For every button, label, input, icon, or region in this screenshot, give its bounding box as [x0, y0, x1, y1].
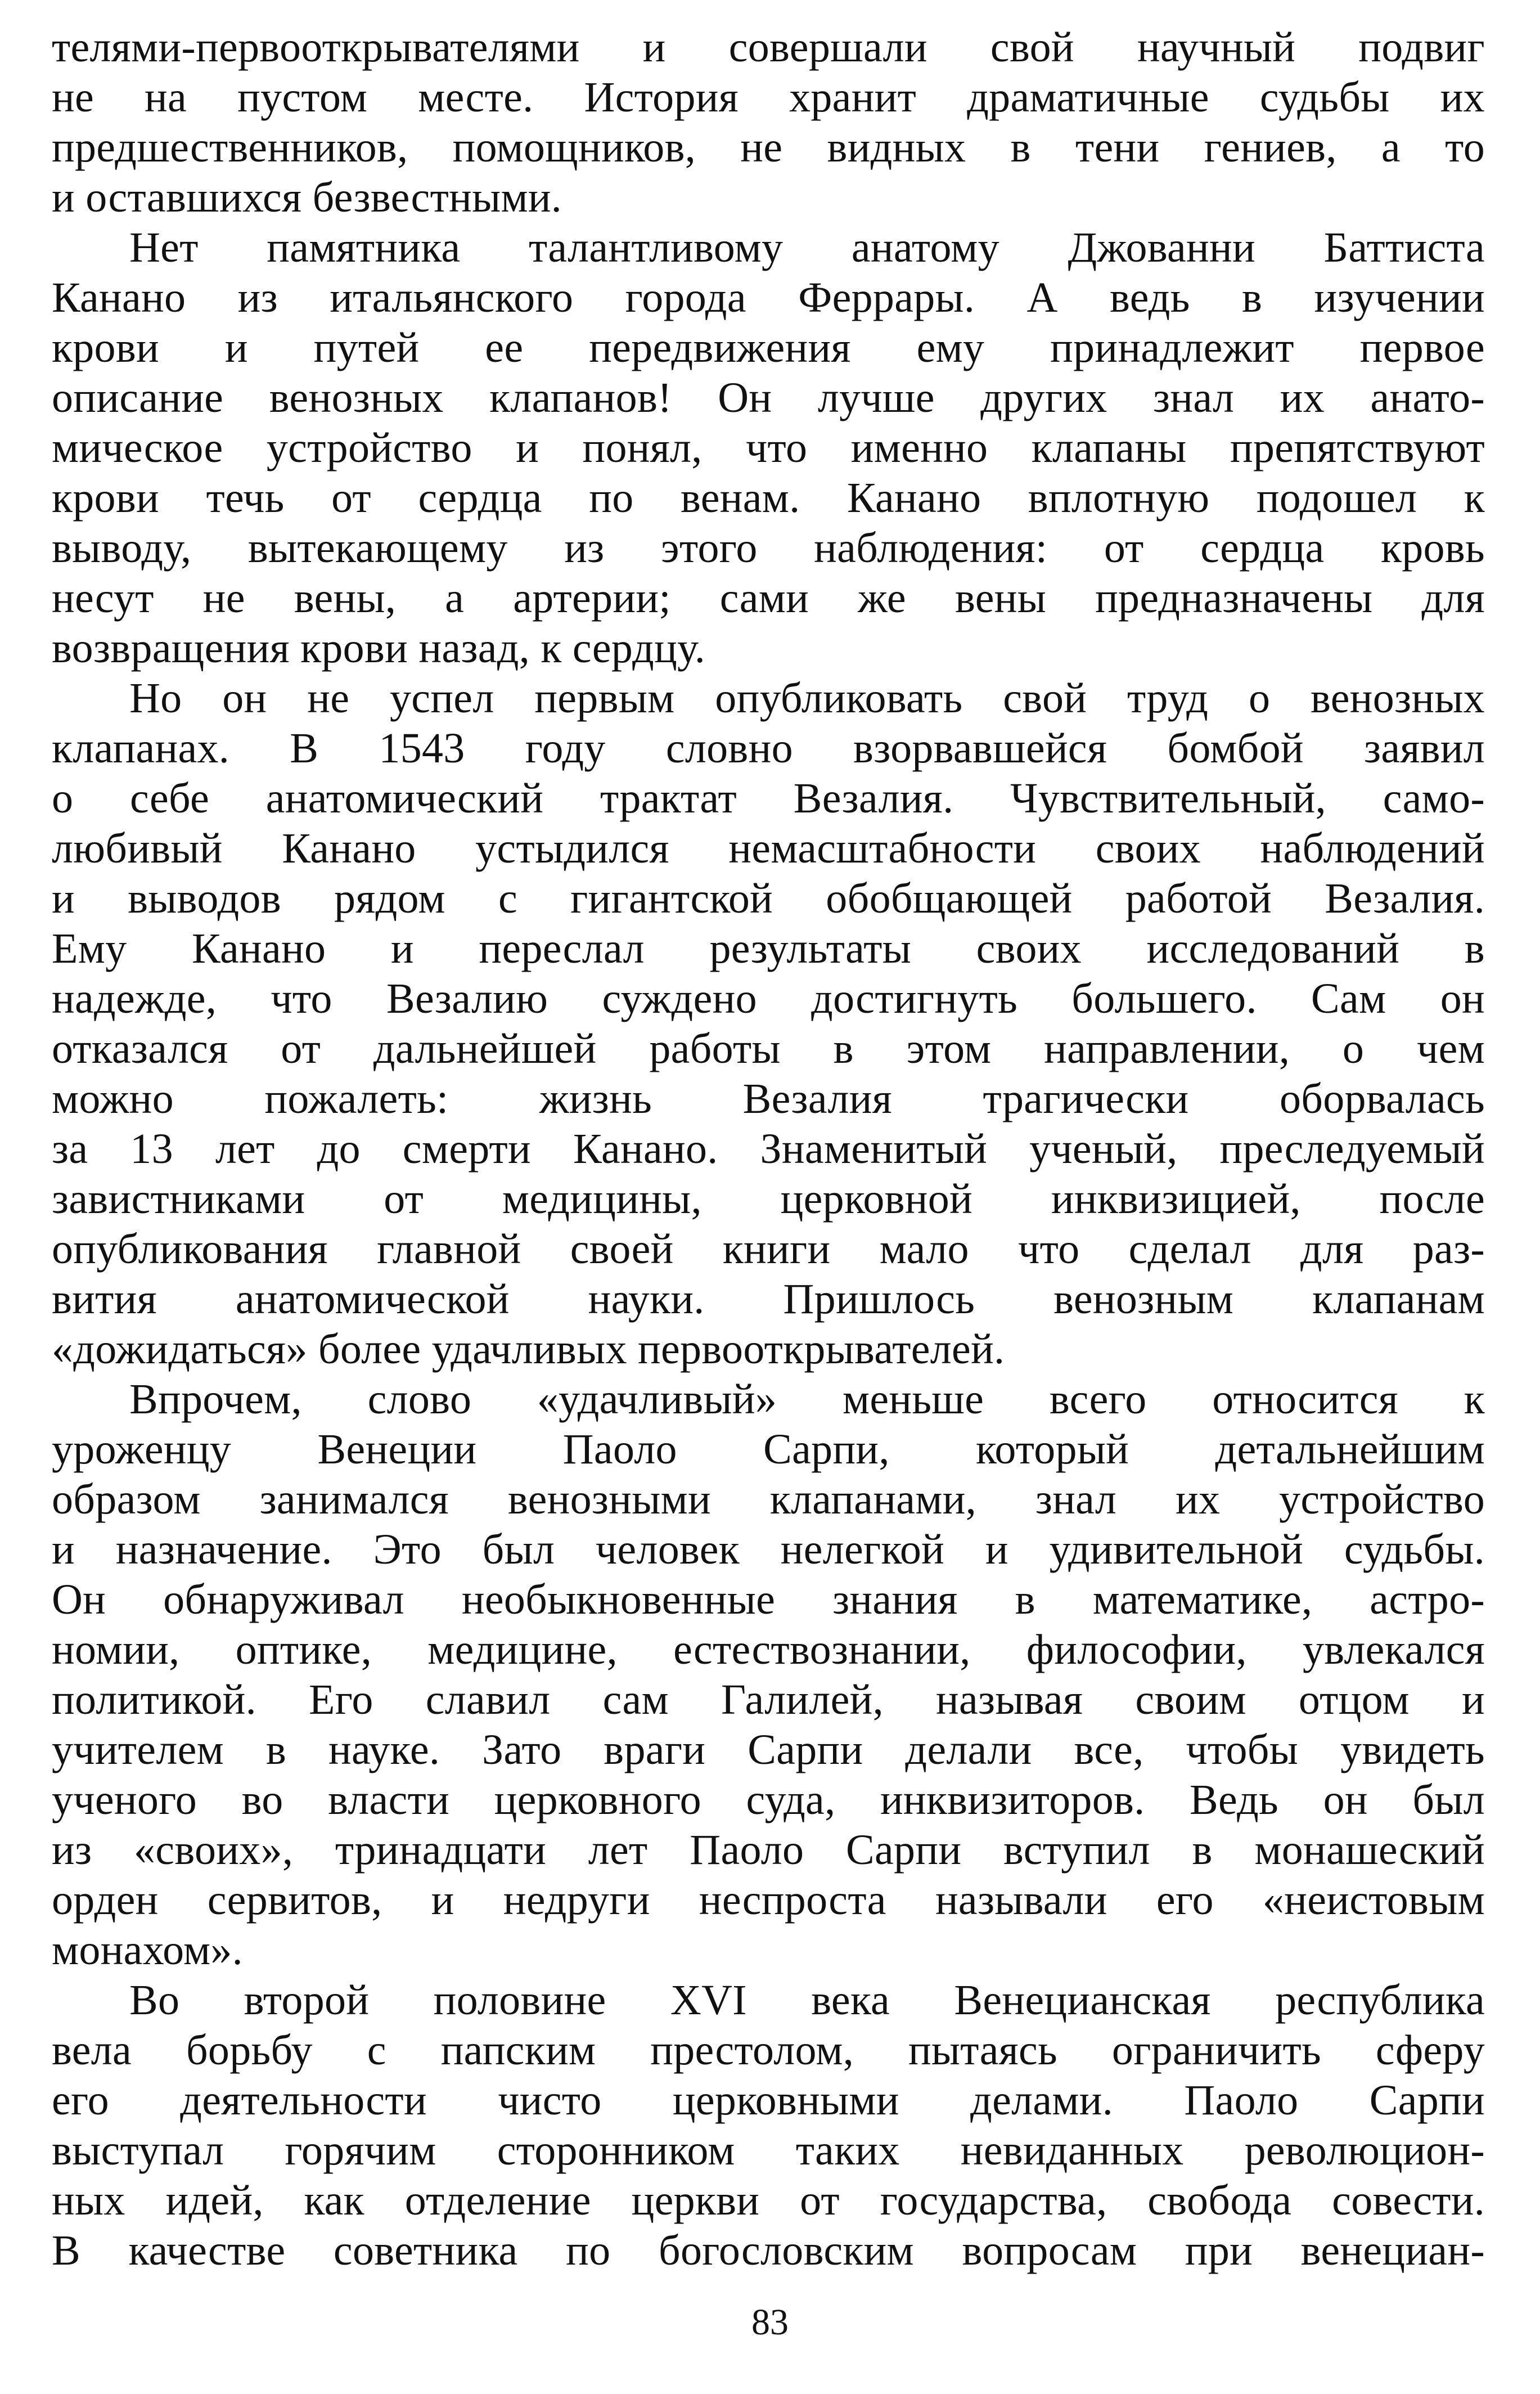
text-line: можно пожалеть: жизнь Везалия трагически оборвалась	[52, 1075, 1485, 1122]
text-line: ученого во власти церковного суда, инквизиторов. Ведь он был	[52, 1776, 1485, 1823]
text-line: клапанах. В 1543 году словно взорвавшейся бомбой заявил	[52, 725, 1485, 772]
text-line: выступал горячим сторонником таких невиданных революцион-	[52, 2127, 1485, 2174]
document-page	[52, 23, 1485, 2276]
text-line: учителем в науке. Зато враги Сарпи делали все, чтобы увидеть	[52, 1726, 1485, 1773]
text-line: Впрочем, слово «удачливый» меньше всего относится к	[129, 1376, 1485, 1423]
text-line: В качестве советника по богословским вопросам при венециан-	[52, 2227, 1485, 2274]
text-line: за 13 лет до смерти Канано. Знаменитый ученый, преследуемый	[52, 1125, 1485, 1173]
paragraph	[52, 1975, 1485, 2276]
text-line: и назначение. Это был человек нелегкой и удивительной судьбы.	[52, 1526, 1485, 1573]
text-line: «дожидаться» более удачливых первооткрывателей.	[52, 1326, 1005, 1373]
text-line: описание венозных клапанов! Он лучше других знал их анато-	[52, 374, 1485, 421]
text-line: любивый Канано устыдился немасштабности своих наблюдений	[52, 825, 1485, 872]
text-line: Ему Канано и переслал результаты своих исследований в	[52, 925, 1485, 972]
text-line: его деятельности чисто церковными делами. Паоло Сарпи	[52, 2077, 1485, 2124]
text-line: уроженцу Венеции Паоло Сарпи, который детальнейшим	[52, 1426, 1485, 1473]
text-line: возвращения крови назад, к сердцу.	[52, 625, 706, 672]
text-line: опубликования главной своей книги мало что сделал для раз-	[52, 1225, 1485, 1273]
text-line: о себе анатомический трактат Везалия. Чувствительный, само-	[52, 775, 1485, 822]
text-line: монахом».	[52, 1926, 243, 1974]
text-line: мическое устройство и понял, что именно клапаны препятствуют	[52, 424, 1485, 471]
text-line: вела борьбу с папским престолом, пытаясь ограничить сферу	[52, 2027, 1485, 2074]
text-line: выводу, вытекающему из этого наблюдения: от сердца кровь	[52, 524, 1485, 572]
paragraph	[52, 673, 1485, 1375]
text-line: номии, оптике, медицине, естествознании, философии, увлекался	[52, 1626, 1485, 1673]
paragraph	[52, 223, 1485, 673]
text-line: ных идей, как отделение церкви от государства, свобода совести.	[52, 2177, 1485, 2224]
text-line: завистниками от медицины, церковной инквизицией, после	[52, 1175, 1485, 1223]
text-line: и оставшихся безвестными.	[52, 174, 562, 221]
paragraph	[52, 23, 1485, 223]
text-line: надежде, что Везалию суждено достигнуть большего. Сам он	[52, 975, 1485, 1022]
text-line: Во второй половине XVI века Венецианская республика	[129, 1977, 1485, 2024]
text-line: Он обнаруживал необыкновенные знания в математике, астро-	[52, 1576, 1485, 1623]
text-line: телями-первооткрывателями и совершали свой научный подвиг	[52, 24, 1485, 71]
text-line: орден сервитов, и недруги неспроста называли его «неистовым	[52, 1876, 1485, 1924]
page-number: 83	[751, 2302, 789, 2343]
paragraph	[52, 1375, 1485, 1975]
text-line: не на пустом месте. История хранит драматичные судьбы их	[52, 74, 1485, 121]
text-line: вития анатомической науки. Пришлось венозным клапанам	[52, 1275, 1485, 1323]
text-line: Канано из итальянского города Феррары. А ведь в изучении	[52, 274, 1485, 321]
text-line: крови и путей ее передвижения ему принадлежит первое	[52, 324, 1485, 371]
text-line: несут не вены, а артерии; сами же вены предназначены для	[52, 574, 1485, 622]
text-line: крови течь от сердца по венам. Канано вплотную подошел к	[52, 474, 1485, 522]
text-line: политикой. Его славил сам Галилей, называя своим отцом и	[52, 1676, 1485, 1723]
text-line: Нет памятника талантливому анатому Джованни Баттиста	[129, 224, 1485, 271]
text-line: образом занимался венозными клапанами, знал их устройство	[52, 1476, 1485, 1523]
text-line: и выводов рядом с гигантской обобщающей работой Везалия.	[52, 875, 1485, 922]
text-line: из «своих», тринадцати лет Паоло Сарпи вступил в монашеский	[52, 1826, 1485, 1874]
text-line: предшественников, помощников, не видных в тени гениев, а то	[52, 124, 1485, 171]
text-line: Но он не успел первым опубликовать свой труд о венозных	[129, 675, 1485, 722]
text-line: отказался от дальнейшей работы в этом направлении, о чем	[52, 1025, 1485, 1072]
